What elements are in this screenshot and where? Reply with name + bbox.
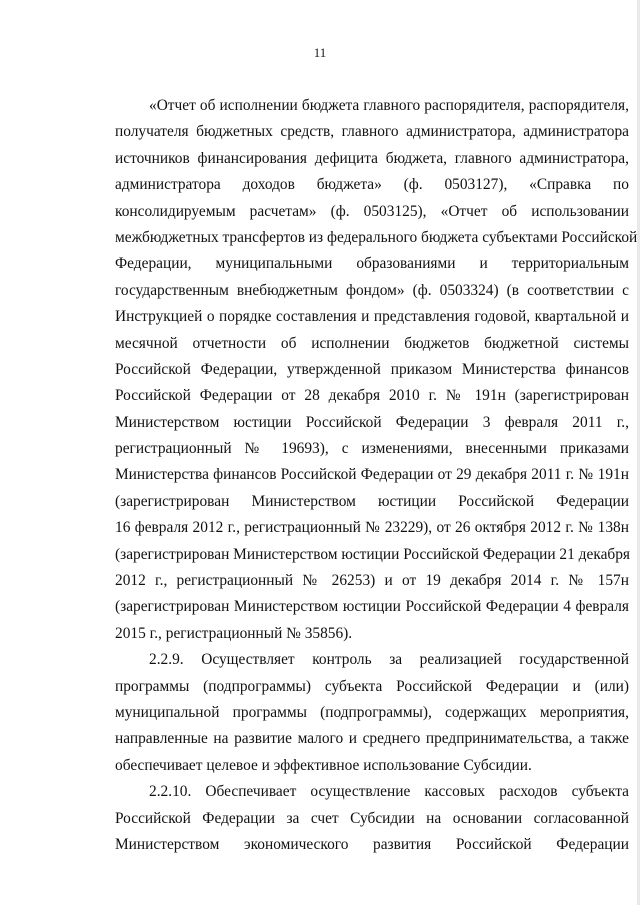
text-line: 2.2.10. Обеспечивает осуществление кассовых расходов субъекта <box>149 783 629 801</box>
text-line: получателя бюджетных средств, главного администратора, администратора <box>115 123 629 141</box>
text-line: «Отчет об исполнении бюджета главного распорядителя, распорядителя, <box>149 97 629 114</box>
paragraph-report-forms <box>115 93 638 647</box>
text-line: государственным внебюджетным фондом» (ф. 0503324) (в соответствии с <box>115 281 629 299</box>
text-line: (зарегистрирован Министерством юстиции Российской Федерации <box>115 492 629 510</box>
text-line: Российской Федерации, утвержденной приказом Министерства финансов <box>115 360 629 378</box>
text-line: программы (подпрограммы) субъекта Российской Федерации и (или) <box>115 677 629 695</box>
text-line: Федерации, муниципальными образованиями и территориальным <box>115 255 629 273</box>
paragraph-2-2-10 <box>115 779 629 858</box>
text-line: 2.2.9. Осуществляет контроль за реализацией государственной <box>149 651 629 669</box>
text-line: Министерством юстиции Российской Федерации 3 февраля 2011 г., <box>115 413 629 431</box>
text-line: Российской Федерации от 28 декабря 2010 г. № 191н (зарегистрирован <box>115 387 629 405</box>
text-line: 2012 г., регистрационный № 26253) и от 19 декабря 2014 г. № 157н <box>115 572 629 590</box>
text-line: направленные на развитие малого и среднего предпринимательства, а также <box>115 730 629 748</box>
text-line: 16 февраля 2012 г., регистрационный № 23229), от 26 октября 2012 г. № 138н <box>115 519 629 537</box>
page-number: 11 <box>313 45 327 60</box>
text-line: Министерством экономического развития Российской Федерации <box>115 835 629 853</box>
text-line: администратора доходов бюджета» (ф. 0503127), «Справка по <box>115 176 629 194</box>
text-line: муниципальной программы (подпрограммы), содержащих мероприятия, <box>115 703 629 721</box>
document-body <box>115 93 638 858</box>
text-line: Инструкцией о порядке составления и представления годовой, квартальной и <box>115 308 629 326</box>
paragraph-2-2-9 <box>115 647 629 779</box>
text-line: Российской Федерации за счет Субсидии на основании согласованной <box>115 809 629 827</box>
text-line: Министерства финансов Российской Федерации от 29 декабря 2011 г. № 191н <box>115 466 629 484</box>
text-line: 2015 г., регистрационный № 35856). <box>115 624 353 642</box>
text-line: регистрационный № 19693), с изменениями, внесенными приказами <box>115 440 629 458</box>
text-line: (зарегистрирован Министерством юстиции Российской Федерации 4 февраля <box>115 598 629 616</box>
text-line: консолидируемым расчетам» (ф. 0503125), «Отчет об использовании <box>115 202 629 220</box>
text-line: (зарегистрирован Министерством юстиции Российской Федерации 21 декабря <box>115 545 630 563</box>
text-line: источников финансирования дефицита бюджета, главного администратора, <box>115 149 629 167</box>
text-line: обеспечивает целевое и эффективное использование Субсидии. <box>115 756 532 774</box>
text-line: месячной отчетности об исполнении бюджетов бюджетной системы <box>115 334 629 352</box>
text-line: межбюджетных трансфертов из федерального бюджета субъектами Российской <box>115 228 638 246</box>
